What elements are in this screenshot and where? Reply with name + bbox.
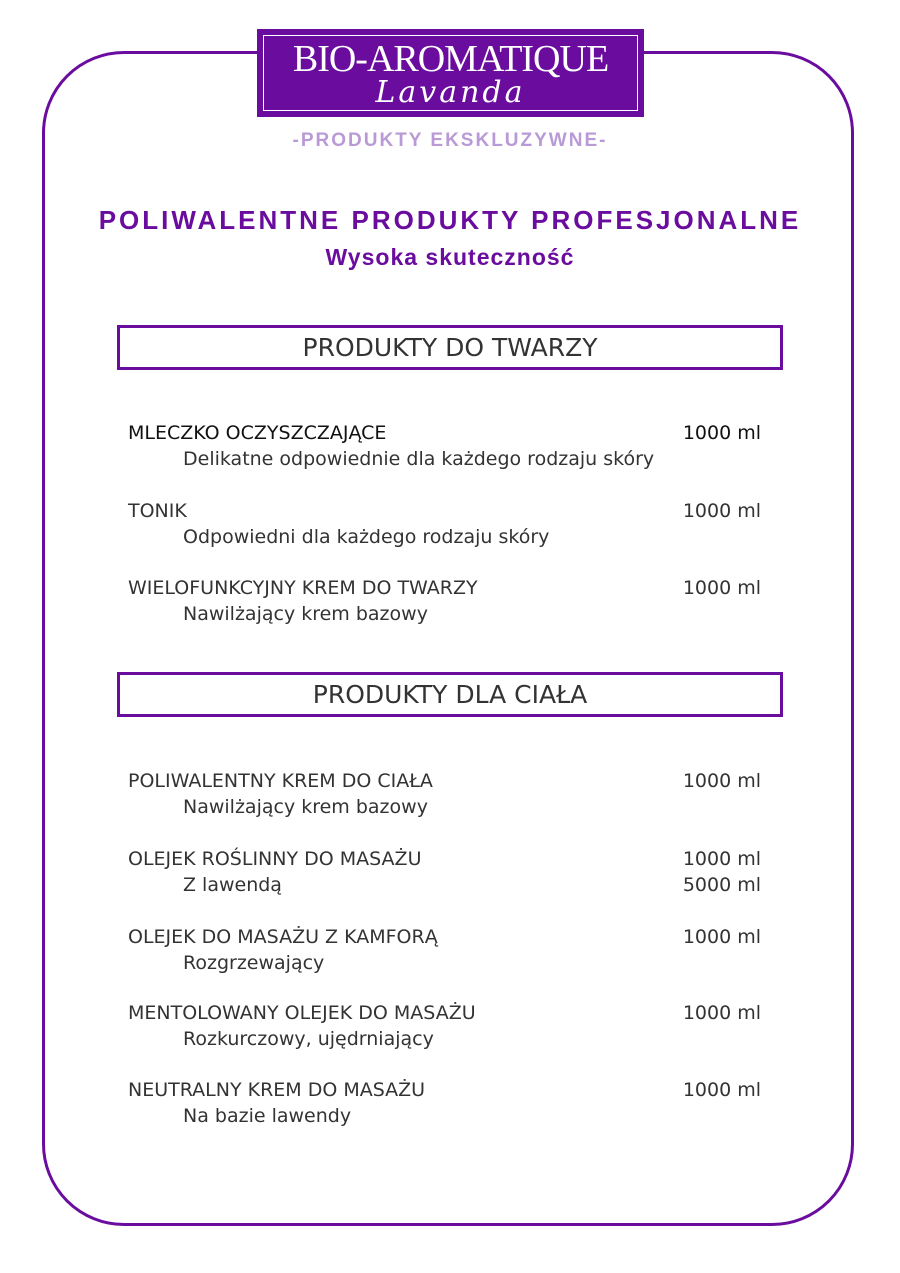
- product-description: Rozkurczowy, ujędrniający: [183, 1028, 434, 1050]
- brand-logo: [257, 29, 644, 117]
- product-quantity: 1000 ml: [682, 422, 761, 444]
- product-quantity: 1000 ml: [682, 1002, 761, 1024]
- product-quantity: 1000 ml: [682, 1079, 761, 1101]
- product-description: Odpowiedni dla każdego rodzaju skóry: [183, 526, 550, 548]
- section-title-body: PRODUKTY DLA CIAŁA: [117, 672, 783, 717]
- product-name: OLEJEK ROŚLINNY DO MASAŻU: [128, 848, 422, 870]
- product-description: Na bazie lawendy: [183, 1105, 352, 1127]
- product-name: OLEJEK DO MASAŻU Z KAMFORĄ: [128, 926, 438, 948]
- product-quantity: 1000 ml: [682, 770, 761, 792]
- section-title-face: PRODUKTY DO TWARZY: [117, 325, 783, 370]
- product-name: WIELOFUNKCYJNY KREM DO TWARZY: [128, 577, 478, 599]
- product-description: Nawilżający krem bazowy: [183, 796, 428, 818]
- product-name: MENTOLOWANY OLEJEK DO MASAŻU: [128, 1002, 476, 1024]
- product-description: Delikatne odpowiednie dla każdego rodzaju skóry: [183, 448, 655, 470]
- product-name: POLIWALENTNY KREM DO CIAŁA: [128, 770, 433, 792]
- logo-brand-text: BIO-AROMATIQUE: [292, 38, 609, 80]
- headline: POLIWALENTNE PRODUKTY PROFESJONALNE: [98, 205, 802, 235]
- logo-script-text: Lavanda: [375, 75, 526, 110]
- product-name: NEUTRALNY KREM DO MASAŻU: [128, 1079, 426, 1101]
- product-quantity-secondary: 5000 ml: [682, 874, 761, 896]
- product-name: MLECZKO OCZYSZCZAJĄCE: [128, 422, 387, 444]
- subheadline: Wysoka skuteczność: [325, 244, 575, 270]
- product-description: Z lawendą: [183, 874, 282, 896]
- tagline: -PRODUKTY EKSKLUZYWNE-: [292, 130, 608, 151]
- product-description: Rozgrzewający: [183, 952, 325, 974]
- product-name: TONIK: [128, 500, 187, 522]
- product-description: Nawilżający krem bazowy: [183, 603, 428, 625]
- product-quantity: 1000 ml: [682, 926, 761, 948]
- product-quantity: 1000 ml: [682, 577, 761, 599]
- product-quantity: 1000 ml: [682, 848, 761, 870]
- product-quantity: 1000 ml: [682, 500, 761, 522]
